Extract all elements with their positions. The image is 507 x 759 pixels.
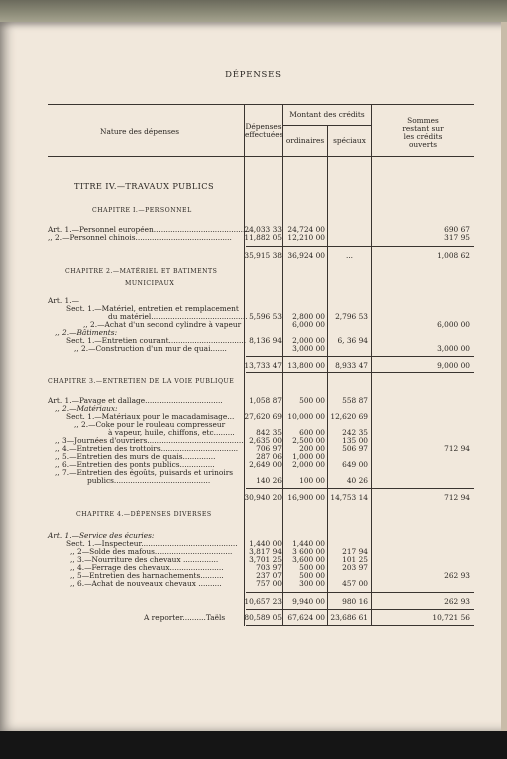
- header-sommes-2: restant sur: [402, 124, 444, 133]
- book-edge-top: [0, 0, 507, 22]
- ch2-rest-b: 3,000 00: [437, 344, 470, 353]
- ch3-ord-4: 2,500 00: [292, 436, 325, 445]
- ch4-line0: Art. 1.—Service des écuries:: [48, 531, 155, 540]
- ch4-dep-5: 237 07: [256, 571, 282, 580]
- ch4-ord-2: 3 600 00: [292, 547, 325, 556]
- ch2-ord-a2: 6,000 00: [292, 320, 325, 329]
- ch4-dep-6: 757 00: [256, 579, 282, 588]
- ch4-title: CHAPITRE 4.—DÉPENSES DIVERSES: [76, 511, 212, 518]
- ch4-total-ord: 9,940 00: [292, 597, 325, 606]
- ch1-row2-rest: 317 95: [444, 233, 470, 242]
- ch1-row2-ord: 12,210 00: [287, 233, 325, 242]
- ch3-spec-7: 40 26: [346, 476, 368, 485]
- ch3-dep-8: 140 26: [256, 476, 282, 485]
- ch1-row1-rest: 690 67: [444, 225, 470, 234]
- ch3-dep-4: 2,635 00: [249, 436, 282, 445]
- ch1-total-ord: 36,924 00: [287, 251, 325, 260]
- ch1-rule: [246, 246, 474, 247]
- ch3-line9: ,, 6.—Entretien des ponts publics...............: [55, 460, 215, 469]
- ch2-ord-a1: 2,800 00: [292, 312, 325, 321]
- ch4-line5: ,, 5—Entretien des harnachements..........: [70, 571, 224, 580]
- ch3-total-rest: 712 94: [444, 493, 470, 502]
- rule-top: [48, 104, 474, 105]
- ch4-line4: ,, 4.—Ferrage des chevaux.......................: [70, 563, 224, 572]
- ch3-ord-5: 200 00: [299, 444, 325, 453]
- ch3-dep-3: 842 35: [256, 428, 282, 437]
- header-depenses-1: Dépenses: [245, 122, 282, 131]
- ch1-total-dep: 35,915 38: [244, 251, 282, 260]
- ch4-line6: ,, 6.—Achat de nouveaux chevaux ..........: [70, 579, 222, 588]
- book-edge-bottom: [0, 731, 507, 759]
- ch3-ord-6: 1,000 00: [292, 452, 325, 461]
- ch2-line5: Sect. 1.—Entretien courant.................................: [66, 336, 247, 345]
- ch4-spec-4: 457 00: [342, 579, 368, 588]
- ch3-line4: ,, 2.—Coke pour le rouleau compresseur: [74, 420, 226, 429]
- ch1-row1-label: Art. 1.—Personnel européen.........................................: [48, 225, 251, 234]
- ch1-row2-dep: 11,882 05: [244, 233, 282, 242]
- header-sommes-1: Sommes: [407, 116, 439, 125]
- ch4-ord-6: 300 00: [299, 579, 325, 588]
- ch4-ord-1: 1,440 00: [292, 539, 325, 548]
- ch2-rule-2: [246, 372, 474, 373]
- ch3-line8: ,, 5.—Entretien des murs de quais..............: [55, 452, 216, 461]
- ch2-line6: ,, 2.—Construction d'un mur de quai.......: [74, 344, 227, 353]
- running-head: DÉPENSES: [225, 70, 282, 80]
- ch4-line1: Sect. 1.—Inspecteur.........................................: [66, 539, 238, 548]
- ch3-line7: ,, 4.—Entretien des trottoirs.................................: [55, 444, 239, 453]
- ch1-title: CHAPITRE I.—PERSONNEL: [92, 207, 192, 214]
- ch3-ord-7: 2,000 00: [292, 460, 325, 469]
- ch2-title-1: CHAPITRE 2.—MATÉRIEL ET BATIMENTS: [65, 268, 218, 275]
- header-montant: Montant des crédits: [289, 110, 365, 119]
- ch4-total-spec: 980 16: [342, 597, 368, 606]
- ch2-spec-a: 2,796 53: [335, 312, 368, 321]
- ch3-spec-4: 135 00: [342, 436, 368, 445]
- ch1-total-rest: 1,008 62: [437, 251, 470, 260]
- ch4-rest: 262 93: [444, 571, 470, 580]
- ch3-dep-5: 706 97: [256, 444, 282, 453]
- table-bottom-rule: [246, 625, 474, 626]
- ch3-spec-5: 506 97: [342, 444, 368, 453]
- header-ordinaires: ordinaires: [285, 136, 325, 145]
- ch4-dep-1: 1,440 00: [249, 539, 282, 548]
- ch2-rest-a: 6,000 00: [437, 320, 470, 329]
- header-speciaux: spéciaux: [333, 136, 366, 145]
- ch4-total-dep: 10,657 23: [244, 597, 282, 606]
- report-rest: 10,721 56: [432, 613, 470, 622]
- ch1-row2-label: ,, 2.—Personnel chinois.........................................: [48, 233, 232, 242]
- ch4-rule: [246, 592, 474, 593]
- ch3-ord-2: 10,000 00: [287, 412, 325, 421]
- ch2-art: Art. 1.—: [48, 296, 79, 305]
- rule-header-bottom: [48, 156, 474, 157]
- header-depenses-2: effectuées: [245, 130, 284, 139]
- ch1-row1-dep: 24,033 33: [244, 225, 282, 234]
- ch3-dep-7: 2,649 00: [249, 460, 282, 469]
- ch2-dep-b: 8,136 94: [249, 336, 282, 345]
- ch3-ord-1: 500 00: [299, 396, 325, 405]
- ch4-line2: ,, 2—Solde des mafous.................................: [70, 547, 233, 556]
- ch3-total-dep: 30,940 20: [244, 493, 282, 502]
- ch3-line5: à vapeur, huile, chiffons, etc.........: [108, 428, 235, 437]
- titre-heading: TITRE IV.—TRAVAUX PUBLICS: [74, 181, 214, 191]
- ch3-dep-2: 27,620 69: [244, 412, 282, 421]
- header-sommes-4: ouverts: [408, 140, 438, 149]
- col-rule-4: [371, 104, 372, 626]
- ch2-line3: ,, 2.—Achat d'un second cylindre à vapeur: [83, 320, 242, 329]
- ch2-line4: ,, 2.—Bâtiments:: [55, 328, 118, 337]
- ch4-line3: ,, 3.—Nourriture des chevaux ...............: [70, 555, 219, 564]
- ch2-total-rest: 9,000 00: [437, 361, 470, 370]
- ch2-total-spec: 8,933 47: [335, 361, 368, 370]
- ch3-total-spec: 14,753 14: [330, 493, 368, 502]
- report-ord: 67,624 00: [287, 613, 325, 622]
- ch4-ord-5: 500 00: [299, 571, 325, 580]
- ch2-line2: du matériel.........................................: [108, 312, 248, 321]
- ch4-spec-1: 217 94: [342, 547, 368, 556]
- header-sommes-3: les crédits: [403, 132, 443, 141]
- ch3-rest: 712 94: [444, 444, 470, 453]
- report-spec: 23,686 61: [330, 613, 368, 622]
- ch2-title-2: MUNICIPAUX: [125, 280, 175, 287]
- col-rule-3: [327, 125, 328, 626]
- ch2-total-dep: 13,733 47: [244, 361, 282, 370]
- ch3-spec-6: 649 00: [342, 460, 368, 469]
- ch1-total-spec: ...: [345, 251, 354, 260]
- ch3-line6: ,, 3—Journées d'ouvriers.........................................: [55, 436, 244, 445]
- ch3-spec-1: 558 87: [342, 396, 368, 405]
- ch2-line1: Sect. 1.—Matériel, entretien et remplacement: [66, 304, 239, 313]
- ch3-spec-2: 12,620 69: [330, 412, 368, 421]
- ch2-ord-b2: 3,000 00: [292, 344, 325, 353]
- ch1-row1-ord: 24,724 00: [287, 225, 325, 234]
- ch2-rule: [246, 356, 474, 357]
- ch3-line10: ,, 7.—Entretien des égoûts, puisards et urinoirs: [55, 468, 234, 477]
- ch2-ord-b1: 2,000 00: [292, 336, 325, 345]
- ch3-dep-1: 1,058 87: [249, 396, 282, 405]
- ch4-ord-4: 500 00: [299, 563, 325, 572]
- ch3-title: CHAPITRE 3.—ENTRETIEN DE LA VOIE PUBLIQUE: [48, 378, 235, 385]
- ch4-dep-3: 3,701 25: [249, 555, 282, 564]
- ch4-dep-2: 3,817 94: [249, 547, 282, 556]
- ch3-total-ord: 16,900 00: [287, 493, 325, 502]
- ch3-line3: Sect. 1.—Matériaux pour le macadamisage...: [66, 412, 235, 421]
- ch3-line11: publics.........................................: [87, 476, 211, 485]
- col-rule-2: [282, 104, 283, 626]
- ch4-spec-2: 101 25: [342, 555, 368, 564]
- book-edge-right: [501, 22, 507, 731]
- ch2-spec-b: 6, 36 94: [337, 336, 368, 345]
- ch3-line2: ,, 2.—Matériaux:: [55, 404, 118, 413]
- ch4-spec-3: 203 97: [342, 563, 368, 572]
- ch3-line1: Art. 1.—Pavage et dallage.................................: [48, 396, 223, 405]
- ch3-ord-3: 600 00: [299, 428, 325, 437]
- ch4-ord-3: 3,600 00: [292, 555, 325, 564]
- report-rule: [246, 609, 474, 610]
- ch3-rule: [246, 488, 474, 489]
- report-dep: 80,589 05: [244, 613, 282, 622]
- ch2-dep-a: 5,596 53: [249, 312, 282, 321]
- ch2-total-ord: 13,800 00: [287, 361, 325, 370]
- ch4-total-rest: 262 93: [444, 597, 470, 606]
- ch3-ord-8: 100 00: [299, 476, 325, 485]
- header-nature: Nature des dépenses: [100, 127, 180, 136]
- ch3-dep-6: 287 06: [256, 452, 282, 461]
- ch4-dep-4: 703 97: [256, 563, 282, 572]
- ch3-spec-3: 242 35: [342, 428, 368, 437]
- report-label: A reporter..........Taëls: [144, 613, 226, 622]
